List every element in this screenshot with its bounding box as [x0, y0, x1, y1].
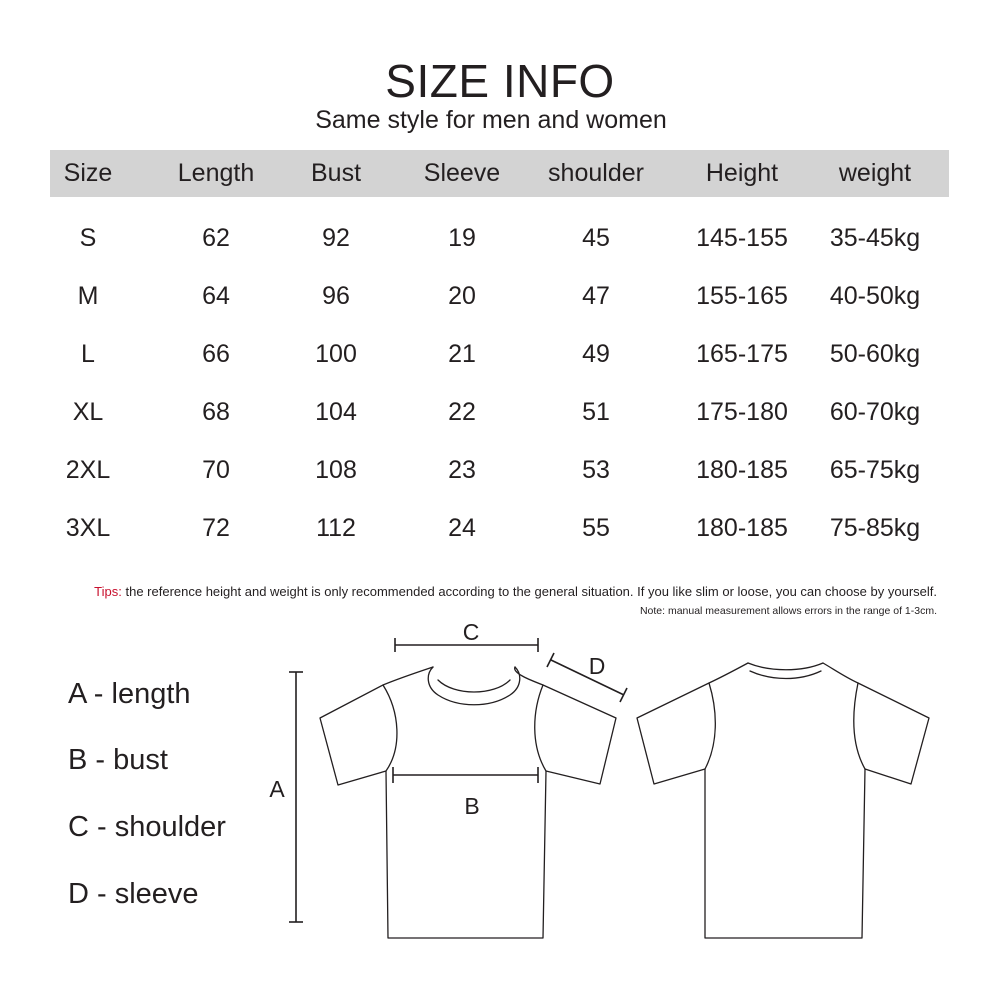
page-subtitle: Same style for men and women	[315, 106, 667, 134]
column-header-weight: weight	[838, 159, 912, 187]
table-cell-size: L	[81, 340, 95, 368]
table-cell-height: 180-185	[696, 514, 788, 542]
legend-item-sleeve: D - sleeve	[68, 878, 199, 910]
table-cell-height: 165-175	[696, 340, 788, 368]
table-cell-bust: 104	[315, 398, 357, 426]
table-cell-sleeve: 20	[448, 282, 476, 310]
measurement-note: Note: manual measurement allows errors in the range of 1-3cm.	[639, 605, 937, 617]
dimension-b-line	[393, 767, 538, 783]
column-header-sleeve: Sleeve	[423, 159, 501, 187]
table-cell-height: 155-165	[696, 282, 788, 310]
table-cell-bust: 108	[315, 456, 357, 484]
legend-item-shoulder: C - shoulder	[68, 811, 226, 843]
table-cell-shoulder: 45	[582, 224, 610, 252]
table-cell-weight: 60-70kg	[829, 398, 921, 426]
legend-item-length: A - length	[68, 678, 191, 710]
table-cell-length: 66	[202, 340, 230, 368]
table-cell-bust: 100	[315, 340, 357, 368]
dimension-label-d: D	[588, 653, 606, 679]
table-cell-weight: 35-45kg	[829, 224, 921, 252]
dimension-label-b: B	[464, 793, 480, 819]
tips-label: Tips:	[94, 584, 122, 599]
table-cell-shoulder: 49	[582, 340, 610, 368]
table-cell-weight: 40-50kg	[829, 282, 921, 310]
table-cell-size: M	[77, 282, 99, 310]
tips-body: the reference height and weight is only recommended according to the general situation. If you like slim or loose, you can choose by yourself.	[121, 584, 937, 599]
table-cell-shoulder: 55	[582, 514, 610, 542]
table-cell-bust: 96	[322, 282, 350, 310]
table-cell-size: S	[79, 224, 97, 252]
legend-item-bust: B - bust	[68, 744, 168, 776]
dimension-label-a: A	[269, 776, 285, 802]
column-header-height: Height	[705, 159, 779, 187]
table-cell-sleeve: 22	[448, 398, 476, 426]
dimension-label-c: C	[462, 619, 480, 645]
table-cell-bust: 112	[316, 514, 356, 542]
table-cell-length: 62	[202, 224, 230, 252]
table-cell-sleeve: 24	[448, 514, 476, 542]
table-cell-bust: 92	[322, 224, 350, 252]
table-cell-height: 180-185	[696, 456, 788, 484]
table-cell-shoulder: 51	[582, 398, 610, 426]
table-cell-length: 72	[202, 514, 230, 542]
column-header-size: Size	[63, 159, 113, 187]
table-cell-height: 175-180	[696, 398, 788, 426]
table-cell-size: XL	[72, 398, 104, 426]
tshirt-back-icon	[637, 663, 929, 938]
table-cell-size: 3XL	[65, 514, 111, 542]
table-cell-shoulder: 53	[582, 456, 610, 484]
table-cell-shoulder: 47	[582, 282, 610, 310]
table-cell-sleeve: 19	[448, 224, 476, 252]
table-cell-weight: 75-85kg	[829, 514, 921, 542]
table-cell-sleeve: 21	[448, 340, 476, 368]
table-cell-weight: 65-75kg	[829, 456, 921, 484]
page-title: SIZE INFO	[385, 55, 615, 107]
table-cell-length: 70	[202, 456, 230, 484]
column-header-length: Length	[177, 159, 255, 187]
table-cell-height: 145-155	[696, 224, 788, 252]
column-header-bust: Bust	[310, 159, 362, 187]
table-cell-weight: 50-60kg	[829, 340, 921, 368]
table-cell-sleeve: 23	[448, 456, 476, 484]
table-cell-length: 68	[202, 398, 230, 426]
table-cell-length: 64	[202, 282, 230, 310]
column-header-shoulder: shoulder	[548, 159, 644, 187]
table-cell-size: 2XL	[65, 456, 111, 484]
